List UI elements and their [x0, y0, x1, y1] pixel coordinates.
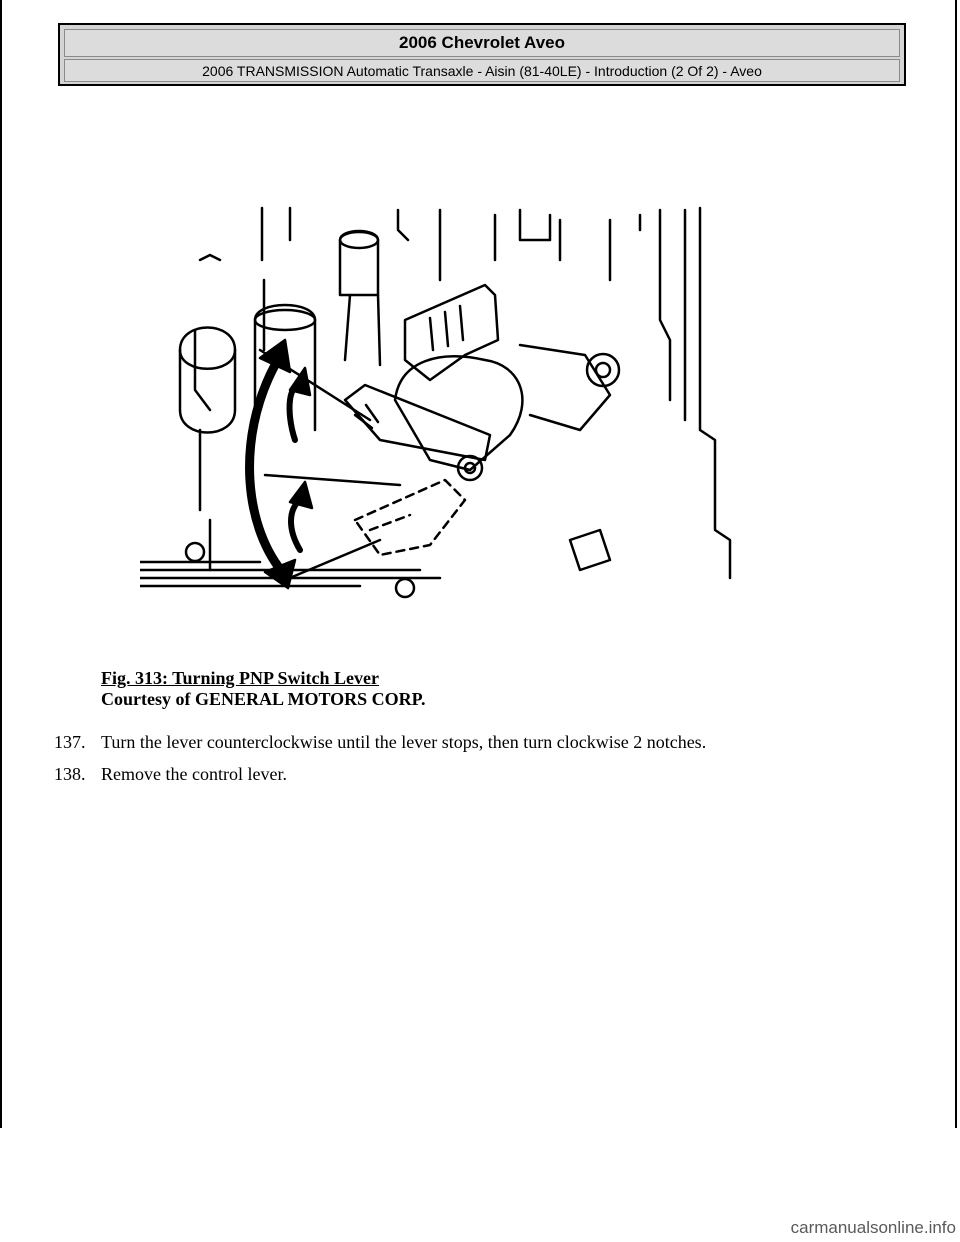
page-border-left: [0, 0, 2, 1128]
figure-title: Fig. 313: Turning PNP Switch Lever: [101, 668, 380, 688]
step-number: 137.: [54, 732, 86, 752]
figure-caption: [101, 668, 426, 710]
watermark: carmanualsonline.info: [790, 1218, 956, 1237]
procedure-steps: [54, 732, 706, 796]
pnp-switch-illustration: [140, 200, 740, 620]
page-border-right: [955, 0, 957, 1128]
step-137: [54, 732, 706, 753]
figure-credit: Courtesy of GENERAL MOTORS CORP.: [101, 689, 426, 709]
step-138: [54, 764, 706, 785]
step-text: Turn the lever counterclockwise until the lever stops, then turn clockwise 2 notches.: [101, 732, 707, 752]
header-subtitle: 2006 TRANSMISSION Automatic Transaxle - Aisin (81-40LE) - Introduction (2 Of 2) - Aveo: [64, 59, 900, 82]
document-header: [58, 23, 906, 86]
header-title: 2006 Chevrolet Aveo: [64, 29, 900, 57]
step-number: 138.: [54, 764, 86, 784]
step-text: Remove the control lever.: [101, 764, 287, 784]
